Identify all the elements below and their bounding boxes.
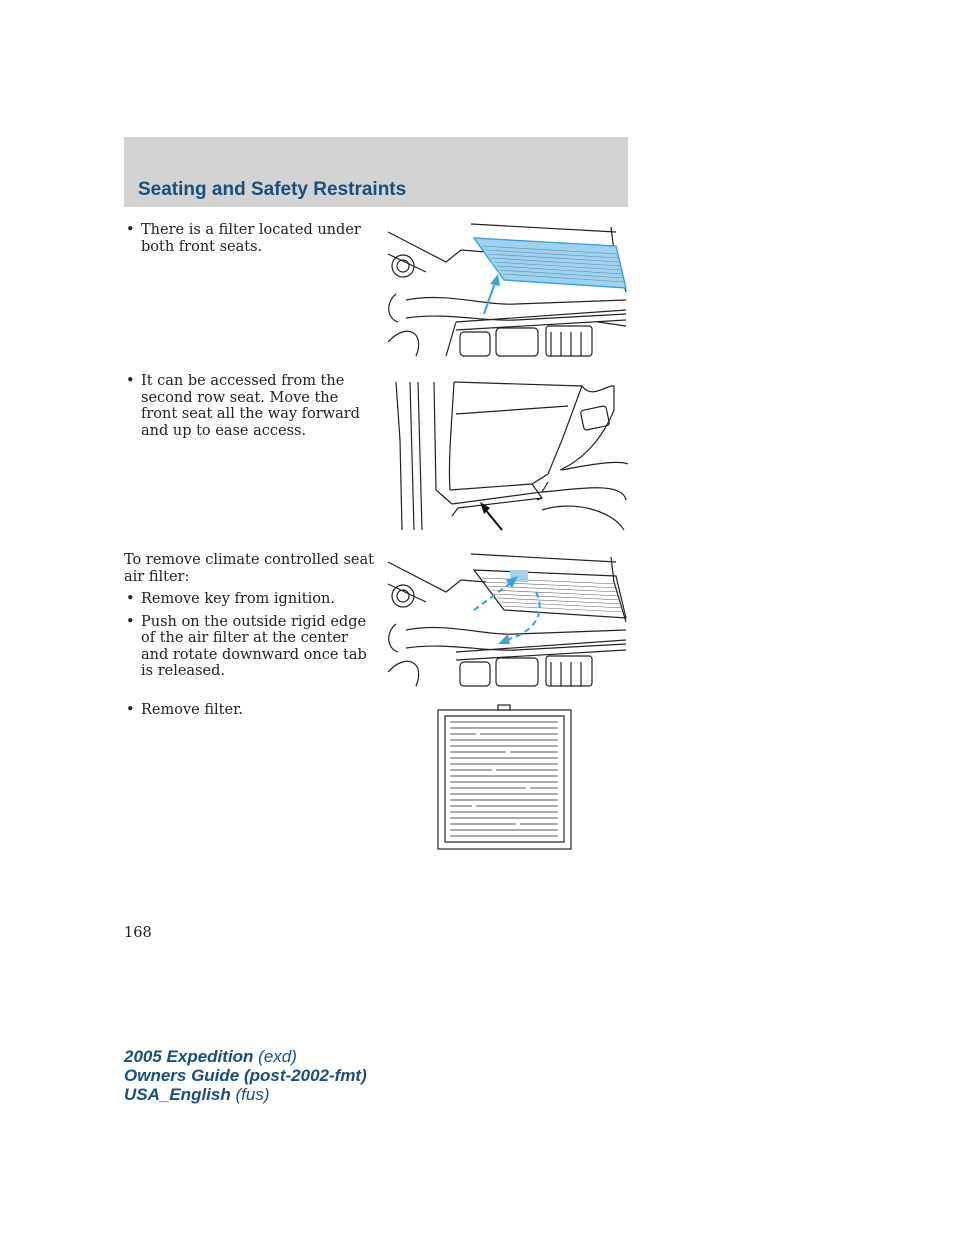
footer-line-3: [124, 1085, 367, 1104]
section-header-band: [124, 137, 628, 207]
document-footer: [124, 1047, 367, 1104]
footer-model: 2005 Expedition: [124, 1047, 254, 1066]
bullet-dot: •: [126, 373, 135, 389]
removed-filter-illustration: [436, 704, 574, 852]
footer-language-code: (fus): [235, 1085, 270, 1104]
bullet-text: Remove key from ignition.: [141, 591, 335, 607]
bullet-item: [124, 591, 374, 608]
instruction-block-1: [124, 222, 374, 261]
footer-model-code: (exd): [258, 1047, 297, 1066]
footer-guide: Owners Guide (post-2002-fmt): [124, 1066, 367, 1085]
pleated-filter-icon: [438, 705, 571, 849]
bullet-item: [124, 373, 374, 439]
bullet-dot: •: [126, 613, 135, 630]
black-arrow-icon: [480, 502, 502, 530]
instruction-block-4: [124, 702, 374, 725]
second-row-access-illustration: [392, 380, 628, 532]
instruction-block-3: [124, 552, 374, 686]
footer-language: USA_English: [124, 1085, 231, 1104]
filter-rotate-down-illustration: [386, 552, 628, 688]
bullet-text: Remove filter.: [141, 702, 244, 718]
instruction-block-2: [124, 373, 374, 445]
bullet-item: [124, 222, 374, 255]
filter-pleats: [482, 578, 625, 612]
filter-highlight-arrow-icon: [484, 274, 500, 314]
bullet-dot: •: [126, 222, 135, 238]
procedure-intro: To remove climate controlled seat air filter:: [124, 552, 374, 585]
filter-under-seat-illustration: [386, 222, 628, 358]
bullet-text: There is a filter located under both front seats.: [141, 222, 361, 255]
bullet-text: It can be accessed from the second row seat. Move the front seat all the way forward and up to ease access.: [141, 373, 360, 439]
bullet-item: [124, 614, 374, 680]
footer-line-2: [124, 1066, 367, 1085]
bullet-dot: •: [126, 591, 135, 607]
vehicle-interior-lines: [396, 382, 628, 530]
bullet-text: Push on the outside rigid edge of the air filter at the center and rotate downward once tab is released.: [141, 613, 367, 679]
seat-frame-lines: [388, 554, 626, 686]
section-title: Seating and Safety Restraints: [138, 179, 407, 200]
footer-line-1: [124, 1047, 367, 1066]
page-number: 168: [124, 925, 152, 941]
bullet-dot: •: [126, 702, 135, 718]
bullet-item: [124, 702, 374, 719]
